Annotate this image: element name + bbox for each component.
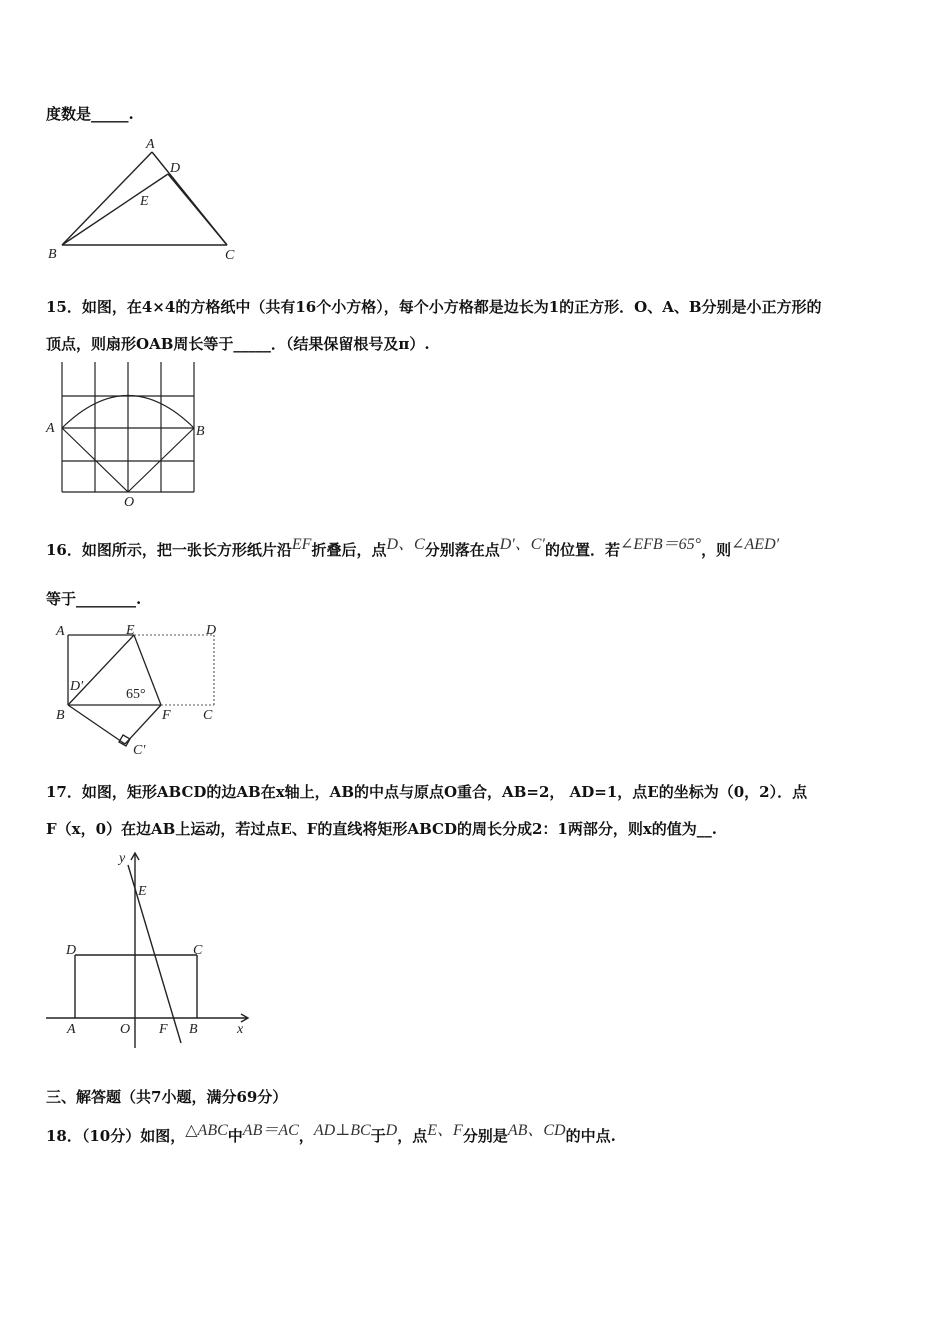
q16-line1: 16．如图所示，把一张长方形纸片沿EF折叠后，点D、C分别落在点D′、C′的位置．若∠EFB＝65°，则∠AED′: [46, 536, 780, 559]
label-D: D: [66, 943, 77, 958]
label-A: A: [67, 1022, 76, 1037]
label-D: D: [206, 623, 217, 638]
label-D: D: [170, 161, 181, 176]
math-angle-EFB: ∠EFB＝65°: [619, 536, 702, 553]
label-C: C: [193, 943, 203, 958]
top-text: 度数是_____.: [46, 105, 134, 123]
math-DC: D、C: [386, 536, 425, 553]
label-E: E: [138, 884, 147, 899]
section-title: 三、解答题（共7小题，满分69分）: [46, 1088, 288, 1106]
label-C-prime: C′: [133, 743, 146, 758]
label-F: F: [162, 708, 171, 723]
label-A: A: [146, 137, 155, 152]
q15-line1: 15．如图，在4×4的方格纸中（共有16个小方格），每个小方格都是边长为1的正方形．O、A、B分别是小正方形的: [46, 298, 822, 316]
math-E-F: E、F: [427, 1122, 463, 1139]
label-C: C: [225, 248, 235, 263]
q15-line2: 顶点，则扇形OAB周长等于_____．（结果保留根号及π）.: [46, 335, 430, 353]
math-D: D: [385, 1122, 398, 1139]
q16-line2: 等于________.: [46, 590, 142, 608]
label-B: B: [48, 247, 57, 262]
figure-q15: [40, 358, 220, 510]
label-F: F: [159, 1022, 168, 1037]
math-angle-AED: ∠AED′: [731, 536, 780, 553]
label-C: C: [203, 708, 213, 723]
label-x: x: [237, 1022, 244, 1037]
figure-q17: [40, 843, 260, 1055]
math-triangle-ABC: △ABC: [185, 1122, 228, 1139]
q18-line1: 18．（10分）如图，△ABC中AB＝AC，AD⊥BC于D，点E、F分别是AB、CD的中点.: [46, 1122, 616, 1145]
q17-line1: 17．如图，矩形ABCD的边AB在x轴上，AB的中点与原点O重合，AB=2， AD=1，点E的坐标为（0，2）．点: [46, 783, 808, 801]
label-B: B: [56, 708, 65, 723]
q17-line2: F（x，0）在边AB上运动，若过点E、F的直线将矩形ABCD的周长分成2：1两部分，则x的值为__.: [46, 820, 718, 838]
label-E: E: [140, 194, 149, 209]
label-B: B: [196, 424, 205, 439]
label-O: O: [124, 495, 135, 510]
figure-q14: [40, 130, 260, 265]
figure-q16: [50, 620, 230, 760]
math-AD-perp-BC: AD⊥BC: [313, 1122, 371, 1139]
math-AB-CD: AB、CD: [507, 1122, 566, 1139]
label-O: O: [120, 1022, 131, 1037]
label-B: B: [189, 1022, 198, 1037]
math-AB-eq-AC: AB＝AC: [242, 1122, 299, 1139]
label-D-prime: D′: [70, 679, 84, 694]
math-D-prime-C-prime: D′、C′: [499, 536, 545, 553]
label-A: A: [56, 624, 65, 639]
label-A: A: [46, 421, 55, 436]
label-E: E: [126, 623, 135, 638]
math-EF: EF: [291, 536, 312, 553]
label-y: y: [119, 851, 126, 866]
label-65-degrees: 65°: [126, 687, 146, 702]
